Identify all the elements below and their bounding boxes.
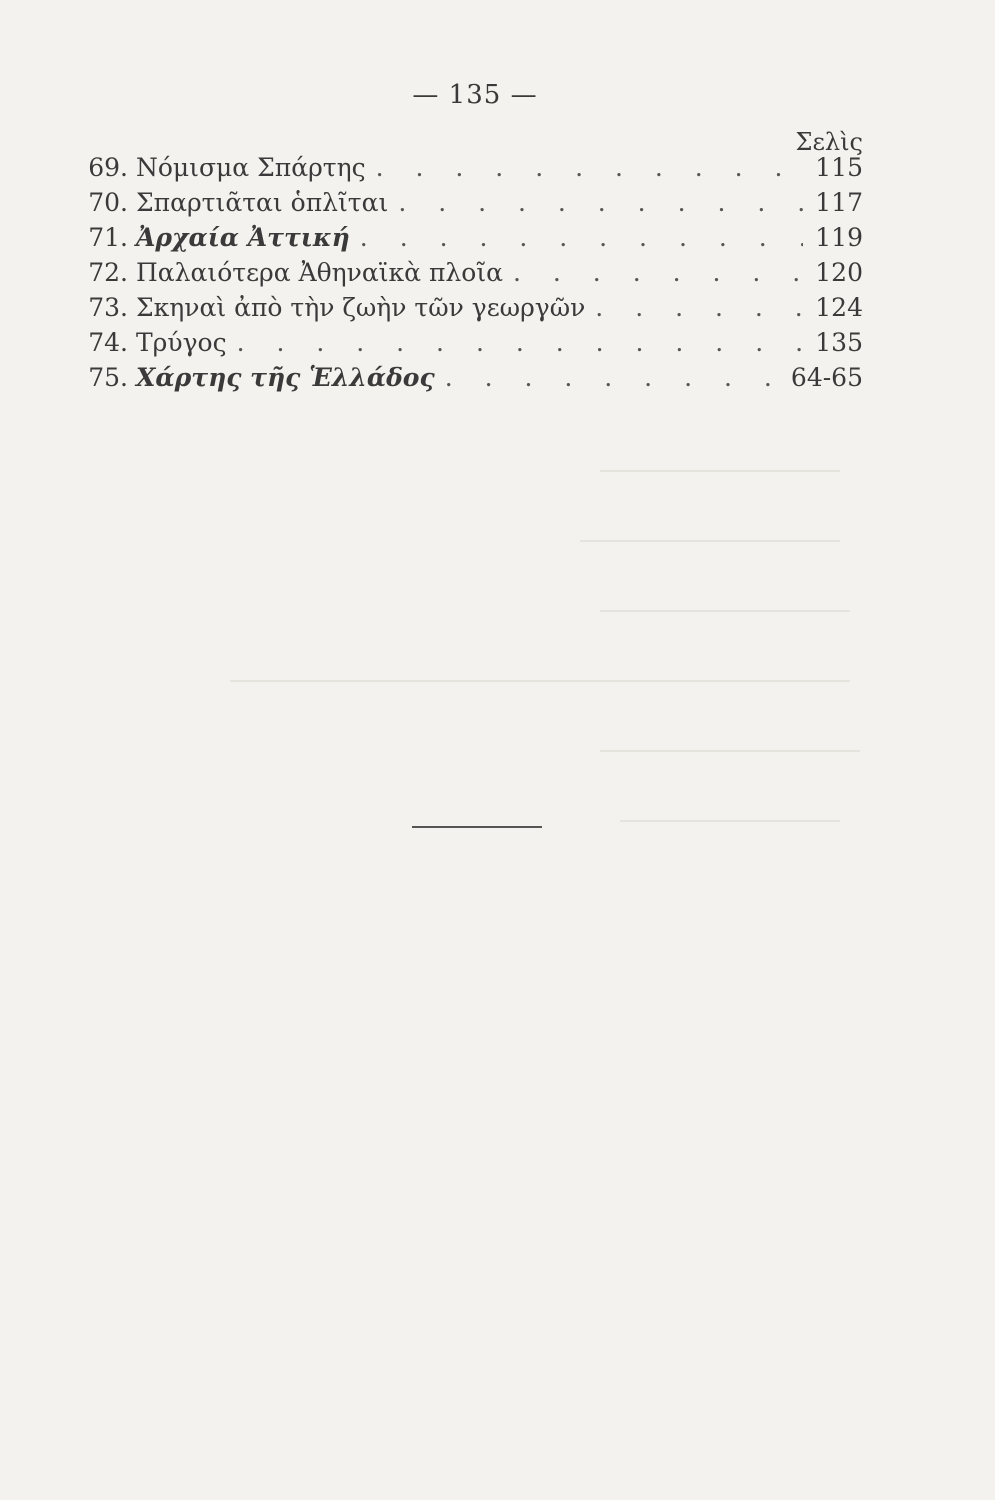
entry-title: Σκηναὶ ἀπὸ τὴν ζωὴν τῶν γεωργῶν <box>136 293 586 322</box>
entry-number: 75. <box>88 363 128 392</box>
dot-leader <box>350 220 803 255</box>
dot-leader <box>503 255 803 290</box>
dot-leader <box>388 185 803 220</box>
entry-title: Ἀρχαία Ἀττική <box>136 223 350 252</box>
toc-entry <box>78 290 863 325</box>
toc-entry <box>78 360 863 395</box>
entry-page: 115 <box>815 153 863 182</box>
entry-page: 119 <box>815 223 863 252</box>
entry-number: 71. <box>88 223 128 252</box>
entry-number: 73. <box>88 293 128 322</box>
toc-entry <box>78 220 863 255</box>
column-header-page: Σελὶς <box>795 128 863 156</box>
page-number: — 135 — <box>412 80 538 110</box>
entry-title: Παλαιότερα Ἀθηναϊκὰ πλοῖα <box>136 258 504 287</box>
entry-page: 124 <box>815 293 863 322</box>
dot-leader <box>227 325 803 360</box>
closing-rule <box>412 826 542 828</box>
toc-entry <box>78 325 863 360</box>
entry-title: Σπαρτιᾶται ὁπλῖται <box>136 188 389 217</box>
entry-number: 74. <box>88 328 128 357</box>
entry-number: 72. <box>88 258 128 287</box>
entry-number: 69. <box>88 153 128 182</box>
dot-leader <box>435 360 791 395</box>
entry-page: 117 <box>815 188 863 217</box>
entry-title: Νόμισμα Σπάρτης <box>136 153 366 182</box>
entry-number: 70. <box>88 188 128 217</box>
entry-title: Χάρτης τῆς Ἑλλάδος <box>136 363 435 392</box>
dot-leader <box>585 290 803 325</box>
toc-entry <box>78 185 863 220</box>
table-of-contents <box>78 150 863 395</box>
toc-entry <box>78 255 863 290</box>
entry-page: 135 <box>815 328 863 357</box>
entry-page: 120 <box>815 258 863 287</box>
entry-page: 64-65 <box>790 363 863 392</box>
toc-entry <box>78 150 863 185</box>
dot-leader <box>366 150 803 185</box>
entry-title: Τρύγος <box>136 328 227 357</box>
